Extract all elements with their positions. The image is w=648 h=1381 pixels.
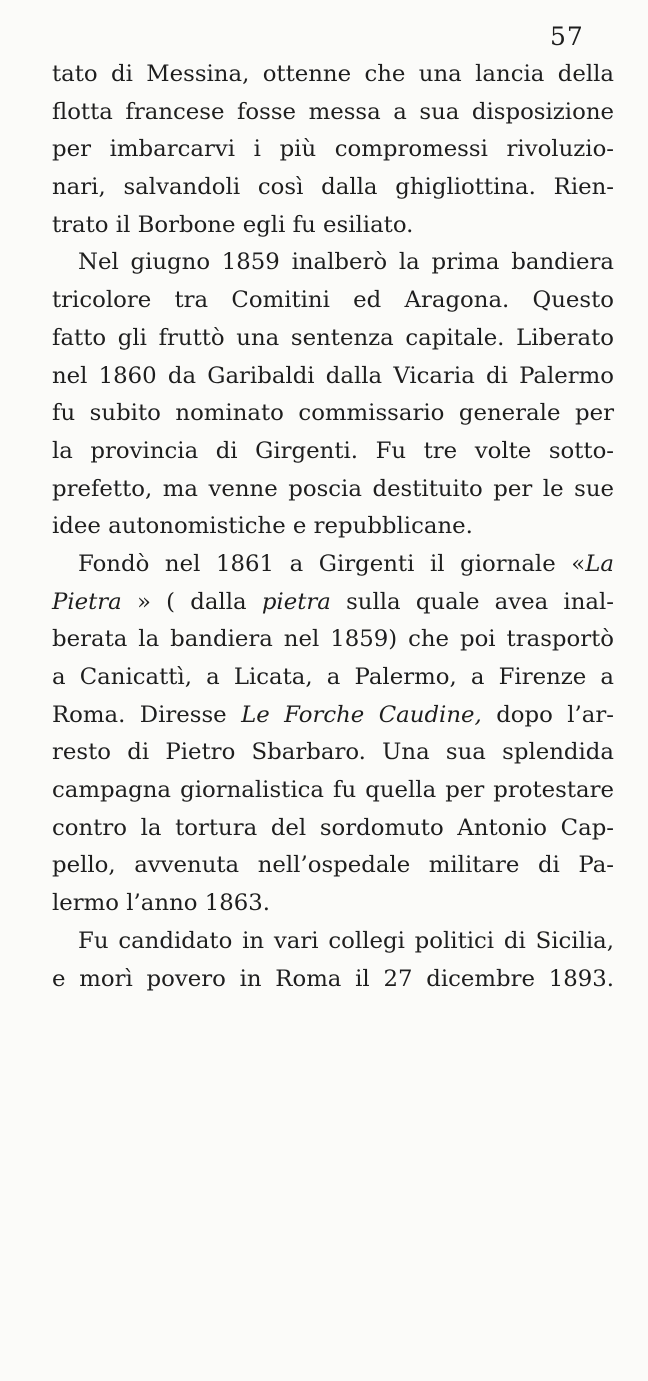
text-line: a Canicattì, a Licata, a Palermo, a Firenze a — [52, 664, 614, 690]
text-line: flotta francese fosse messa a sua disposizione — [52, 98, 614, 125]
text-line: prefetto, ma venne poscia destituito per le sue — [52, 475, 614, 502]
text-line: trato il Borbone egli fu esiliato. — [52, 211, 414, 238]
text-line: berata la bandiera nel 1859) che poi trasportò — [52, 626, 614, 653]
paragraph — [52, 546, 614, 923]
text-line — [52, 546, 614, 584]
text-line: fu subito nominato commissario generale per — [52, 400, 614, 427]
newspaper-title: Le Forche Caudine, — [241, 701, 482, 728]
text-line: e morì povero in Roma il 27 dicembre 1893. — [52, 965, 614, 992]
body-text — [52, 56, 614, 998]
text-run: Fondò nel 1861 a Girgenti il giornale « — [78, 550, 586, 577]
text-line: contro la tortura del sordomuto Antonio Cap- — [52, 814, 614, 841]
text-line: pello, avvenuta nell’ospedale militare di Pa- — [52, 852, 614, 879]
italic-word: pietra — [261, 588, 331, 615]
text-line: tato di Messina, ottenne che una lancia della — [52, 61, 614, 87]
text-run: » ( dalla — [137, 588, 262, 615]
text-line: campagna giornalistica fu quella per protestare — [52, 777, 614, 804]
paragraph — [52, 244, 614, 546]
text-run: Roma. Diresse — [52, 701, 242, 728]
page-number: 57 — [550, 22, 584, 51]
text-line: idee autonomistiche e repubblicane. — [52, 513, 473, 540]
text-line — [52, 584, 614, 622]
text-run: sulla quale avea inal- — [330, 588, 614, 615]
text-line: la provincia di Girgenti. Fu tre volte sotto- — [52, 437, 614, 464]
paragraph — [52, 923, 614, 998]
text-run: dopo l’ar- — [481, 701, 614, 728]
newspaper-title: La — [585, 550, 614, 577]
text-line: Fu candidato in vari collegi politici di Sicilia, — [78, 927, 614, 954]
text-line: nari, salvandoli così dalla ghigliottina. Rien- — [52, 174, 614, 201]
newspaper-title: Pietra — [52, 588, 122, 615]
text-line: per imbarcarvi i più compromessi rivoluzio- — [52, 136, 614, 163]
text-line: Nel giugno 1859 inalberò la prima bandiera — [78, 249, 614, 276]
text-line: resto di Pietro Sbarbaro. Una sua splendida — [52, 739, 614, 766]
text-line: fatto gli fruttò una sentenza capitale. Liberato — [52, 324, 614, 351]
text-line: tricolore tra Comitini ed Aragona. Questo — [52, 287, 614, 314]
text-line — [52, 697, 614, 735]
text-line: nel 1860 da Garibaldi dalla Vicaria di Palermo — [52, 362, 614, 389]
text-line: lermo l’anno 1863. — [52, 890, 270, 917]
paragraph — [52, 56, 614, 244]
